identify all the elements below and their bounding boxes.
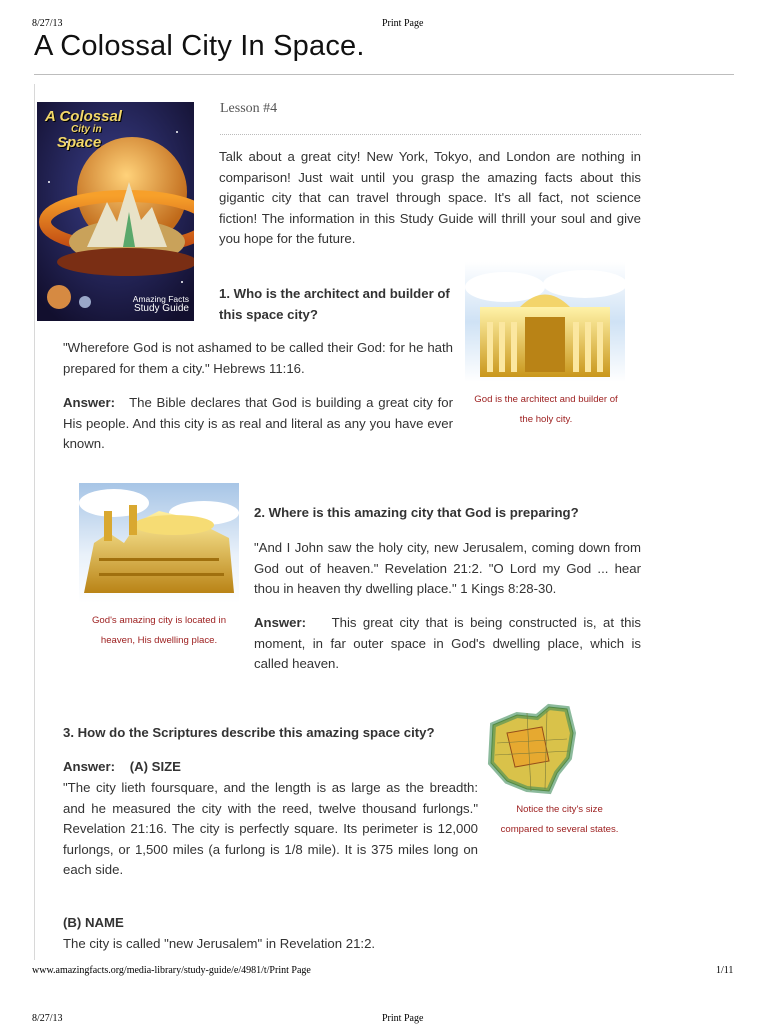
page-title: A Colossal City In Space. bbox=[34, 30, 365, 62]
next-page-date: 8/27/13 bbox=[32, 1013, 63, 1024]
footer-url: www.amazingfacts.org/media-library/study-guide/e/4981/t/Print Page bbox=[32, 965, 311, 976]
question-2-answer-text: This great city that is being constructed is, at this moment, in far outer space in God's dwelling place, which is called heaven. bbox=[254, 615, 641, 672]
holy-city-architect-image bbox=[465, 262, 625, 382]
question-2-answer bbox=[254, 613, 641, 675]
print-date: 8/27/13 bbox=[32, 18, 63, 29]
lesson-divider bbox=[220, 134, 641, 135]
name-paragraph: The city is called "new Jerusalem" in Revelation 21:2. bbox=[63, 936, 376, 951]
question-1-answer bbox=[63, 393, 453, 455]
question-1-scripture: "Wherefore God is not ashamed to be called their God: for he hath prepared for them a city." Hebrews 11:16. bbox=[63, 340, 453, 376]
cover-brand-line2: Study Guide bbox=[133, 303, 189, 314]
image-1-caption-line1: God is the architect and builder of bbox=[474, 394, 618, 405]
cover-title-line1: A Colossal bbox=[45, 108, 122, 125]
image-1-caption-line2: the holy city. bbox=[519, 414, 573, 425]
question-1-heading: 1. Who is the architect and builder of this space city? bbox=[219, 286, 450, 322]
print-header-label: Print Page bbox=[382, 18, 424, 29]
size-paragraph: "The city lieth foursquare, and the length is as large as the breadth: and he measured the city with the reed, twelve thousand furlongs." Revelation 21:16. The city is perfectly square. Its perimeter is 12,000 furlongs, or 1,500 miles (a furlong is 1/8 mile). It is 375 miles long on each side. bbox=[63, 780, 478, 878]
intro-paragraph: Talk about a great city! New York, Tokyo, and London are nothing in comparison! Just wait until you grasp the amazing facts about this gigantic city that can travel through space. It's all fact, not science fiction! The information in this Study Guide will thrill your soul and give you hope for the future. bbox=[219, 149, 641, 247]
question-2-scripture: "And I John saw the holy city, new Jerusalem, coming down from God out of heaven." Revelation 21:2. "O Lord my God ... hear thou in heaven thy dwelling place." 1 Kings 8:28-30. bbox=[254, 540, 641, 597]
lesson-number: Lesson #4 bbox=[220, 101, 278, 116]
heavenly-city-image bbox=[79, 483, 239, 603]
content-left-border bbox=[34, 84, 35, 960]
cover-brand-line1: Amazing Facts bbox=[132, 294, 189, 304]
next-page-header-label: Print Page bbox=[382, 1013, 424, 1024]
city-size-map-image bbox=[487, 703, 577, 795]
footer-page-number: 1/11 bbox=[716, 965, 734, 976]
image-3-caption-line1: Notice the city's size bbox=[516, 804, 603, 815]
question-3-answer-heading bbox=[63, 757, 363, 778]
answer-label: Answer: bbox=[63, 759, 116, 774]
image-2-caption-line2: heaven, His dwelling place. bbox=[100, 635, 218, 646]
cover-title-line2: City in bbox=[71, 124, 102, 135]
answer-label: Answer: bbox=[254, 615, 307, 630]
answer-label: Answer: bbox=[63, 395, 116, 410]
name-subheading: (B) NAME bbox=[63, 915, 124, 930]
title-divider bbox=[34, 74, 734, 75]
image-2-caption-line1: God's amazing city is located in bbox=[91, 615, 227, 626]
image-3-caption-line2: compared to several states. bbox=[500, 824, 619, 835]
study-guide-cover-image bbox=[37, 102, 194, 321]
cover-title-line3: Space bbox=[57, 134, 102, 151]
size-subheading: (A) SIZE bbox=[129, 759, 181, 774]
question-3-heading: 3. How do the Scriptures describe this amazing space city? bbox=[63, 725, 435, 740]
question-2-heading: 2. Where is this amazing city that God is preparing? bbox=[254, 505, 579, 520]
question-1-answer-text: The Bible declares that God is building a great city for His people. And this city is as real and literal as any you have ever known. bbox=[63, 395, 453, 452]
